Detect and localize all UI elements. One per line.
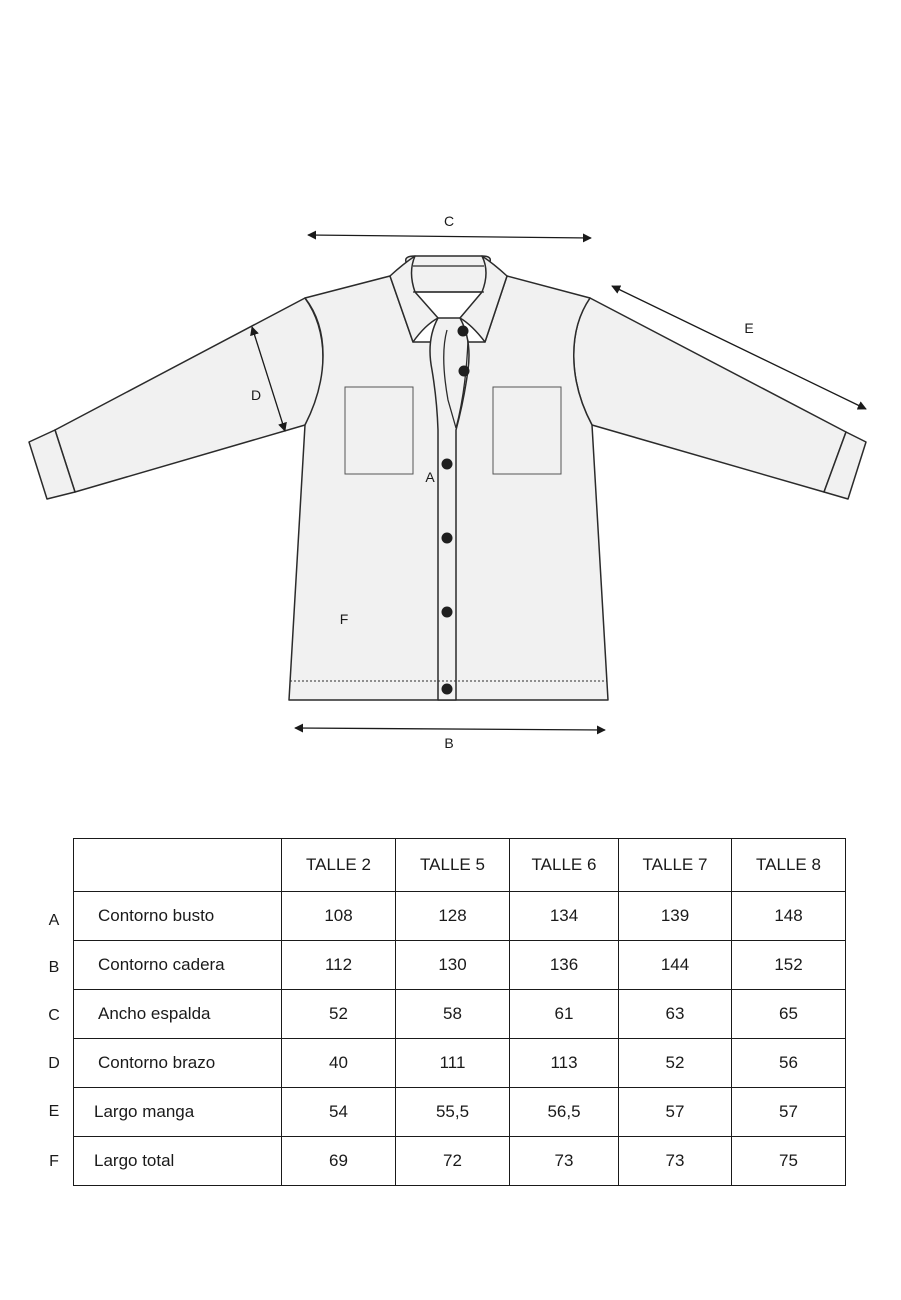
measure-name: Ancho espalda [74,990,282,1039]
table-row [74,1039,846,1088]
measure-name: Largo manga [74,1088,282,1137]
table-cell: 152 [732,941,846,990]
row-letter: E [48,1103,60,1120]
table-row [74,990,846,1039]
arrow-c [308,235,591,238]
table-cell: 52 [619,1039,732,1088]
table-cell: 55,5 [396,1088,510,1137]
label-c: C [443,213,455,229]
label-a: A [425,469,435,485]
table-cell: 63 [619,990,732,1039]
header-size: TALLE 5 [396,839,510,892]
table-cell: 56,5 [510,1088,619,1137]
table-cell: 139 [619,892,732,941]
table-cell: 52 [282,990,396,1039]
table-cell: 134 [510,892,619,941]
shirt-outline [29,256,866,700]
header-size: TALLE 6 [510,839,619,892]
table-cell: 73 [510,1137,619,1186]
table-cell: 136 [510,941,619,990]
table-cell: 108 [282,892,396,941]
button [459,366,470,377]
table-cell: 61 [510,990,619,1039]
row-letter: B [48,959,60,976]
right-sleeve [574,298,846,492]
table-cell: 128 [396,892,510,941]
table-row [74,941,846,990]
table-cell: 112 [282,941,396,990]
button [442,533,453,544]
table-row [74,892,846,941]
header-size: TALLE 2 [282,839,396,892]
header-size: TALLE 7 [619,839,732,892]
table-cell: 72 [396,1137,510,1186]
header-size: TALLE 8 [732,839,846,892]
table-cell: 75 [732,1137,846,1186]
label-b: B [444,735,454,751]
table-header-row [74,839,846,892]
table-cell: 57 [619,1088,732,1137]
table-cell: 111 [396,1039,510,1088]
arrow-b [295,728,605,730]
size-table [73,838,846,1186]
table-cell: 69 [282,1137,396,1186]
table-cell: 40 [282,1039,396,1088]
left-sleeve [55,298,323,492]
measure-name: Contorno cadera [74,941,282,990]
label-e: E [744,320,754,336]
table-cell: 73 [619,1137,732,1186]
row-letter: A [48,912,60,929]
table-cell: 57 [732,1088,846,1137]
table-row [74,1137,846,1186]
row-letter: C [48,1007,60,1024]
table-cell: 65 [732,990,846,1039]
row-letter: D [48,1055,60,1072]
button [442,684,453,695]
table-cell: 144 [619,941,732,990]
button [442,607,453,618]
table-cell: 130 [396,941,510,990]
table-cell: 58 [396,990,510,1039]
table-row [74,1088,846,1137]
table-cell: 148 [732,892,846,941]
label-d: D [250,387,262,403]
label-f: F [339,611,349,627]
collar-band [406,256,491,292]
measure-name: Contorno brazo [74,1039,282,1088]
button [458,326,469,337]
row-letter: F [49,1153,59,1170]
measure-name: Contorno busto [74,892,282,941]
button [442,459,453,470]
measure-name: Largo total [74,1137,282,1186]
header-empty [74,839,282,892]
table-cell: 54 [282,1088,396,1137]
table-cell: 56 [732,1039,846,1088]
table-cell: 113 [510,1039,619,1088]
